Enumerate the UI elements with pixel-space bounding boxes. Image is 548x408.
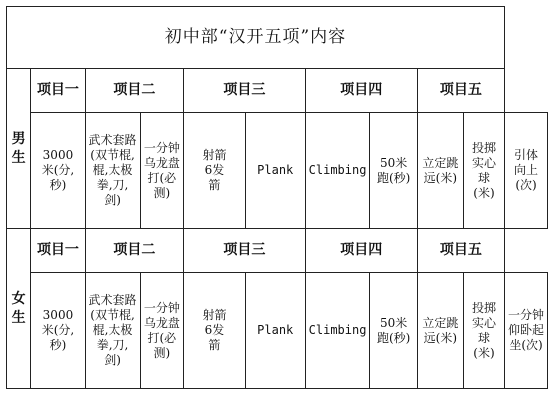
girls-header-item2: 项目二 — [85, 229, 184, 273]
girls-item2-wushu: 武术套路(双节棍,棍,太极拳,刀,剑) — [85, 273, 140, 389]
girls-item3-plank: Plank — [245, 273, 305, 389]
girls-item5-throw: 投掷实心球(米) — [463, 273, 504, 389]
girls-label: 女 生 — [7, 229, 31, 389]
girls-item1-cell: 3000米(分,秒) — [31, 273, 85, 389]
boys-item1-cell: 3000米(分,秒) — [31, 113, 85, 229]
girls-header-item1: 项目一 — [31, 229, 85, 273]
header-item4: 项目四 — [305, 69, 417, 113]
boys-item3-plank: Plank — [245, 113, 305, 229]
boys-item2-panda: 一分钟乌龙盘打(必测) — [140, 113, 184, 229]
girls-item2-panda: 一分钟乌龙盘打(必测) — [140, 273, 184, 389]
boys-item4-jump: 立定跳远(米) — [417, 113, 463, 229]
boys-item3-climbing: Climbing — [305, 113, 370, 229]
header-item2: 项目二 — [85, 69, 184, 113]
boys-item5-throw: 投掷实心球(米) — [463, 113, 504, 229]
girls-header-item4: 项目四 — [305, 229, 417, 273]
boys-label: 男 生 — [7, 69, 31, 229]
girls-header-item5: 项目五 — [417, 229, 504, 273]
header-item5: 项目五 — [417, 69, 504, 113]
girls-item3-climbing: Climbing — [305, 273, 370, 389]
boys-item2-wushu: 武术套路(双节棍,棍,太极拳,刀,剑) — [85, 113, 140, 229]
boys-item4-sprint: 50米跑(秒) — [370, 113, 417, 229]
girls-item4-sprint: 50米跑(秒) — [370, 273, 417, 389]
boys-item2-archery: 射箭6发箭 — [184, 113, 246, 229]
boys-item5-pullup: 引体向上(次) — [505, 113, 548, 229]
girls-header-item3: 项目三 — [184, 229, 306, 273]
five-items-table — [6, 6, 548, 389]
girls-item4-jump: 立定跳远(米) — [417, 273, 463, 389]
girls-item5-situp: 一分钟仰卧起坐(次) — [505, 273, 548, 389]
header-item3: 项目三 — [184, 69, 306, 113]
table-title: 初中部“汉开五项”内容 — [7, 7, 505, 69]
header-item1: 项目一 — [31, 69, 85, 113]
girls-item2-archery: 射箭6发箭 — [184, 273, 246, 389]
